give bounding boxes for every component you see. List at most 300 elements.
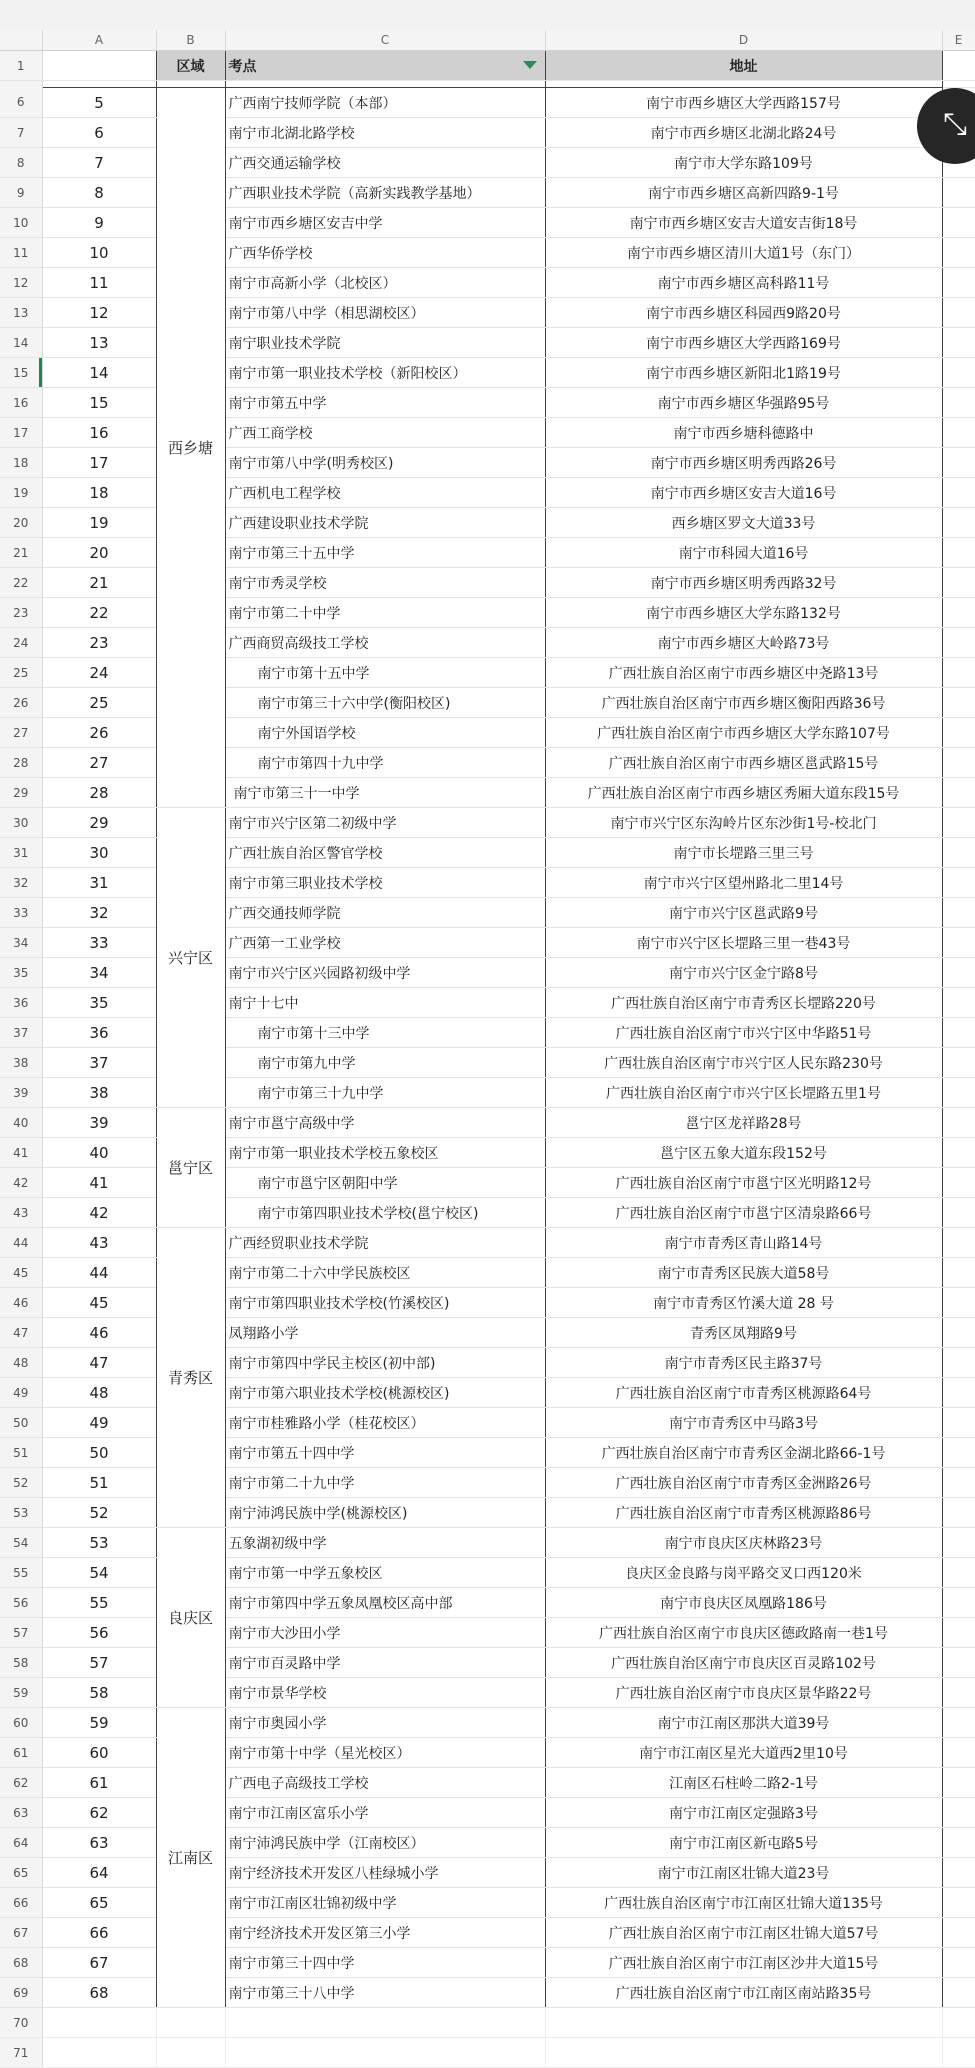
cell[interactable] bbox=[156, 2038, 225, 2068]
row-number[interactable]: 17 bbox=[0, 418, 42, 448]
row-number[interactable]: 33 bbox=[0, 898, 42, 928]
exam-site-cell[interactable]: 南宁市第二十六中学民族校区 bbox=[225, 1258, 545, 1288]
exam-site-cell[interactable]: 南宁职业技术学院 bbox=[225, 328, 545, 358]
address-cell[interactable]: 广西壮族自治区南宁市良庆区景华路22号 bbox=[545, 1678, 942, 1708]
address-cell[interactable]: 南宁市西乡塘区安吉大道安吉街18号 bbox=[545, 208, 942, 238]
row-number[interactable]: 15 bbox=[0, 358, 42, 388]
exam-site-cell[interactable]: 南宁市第十五中学 bbox=[225, 658, 545, 688]
cell[interactable] bbox=[42, 51, 156, 81]
address-cell[interactable]: 广西壮族自治区南宁市良庆区百灵路102号 bbox=[545, 1648, 942, 1678]
cell[interactable] bbox=[942, 1168, 975, 1198]
cell[interactable] bbox=[942, 1738, 975, 1768]
sequence-cell[interactable]: 25 bbox=[42, 688, 156, 718]
sequence-cell[interactable]: 56 bbox=[42, 1618, 156, 1648]
row-number[interactable]: 32 bbox=[0, 868, 42, 898]
sequence-cell[interactable]: 13 bbox=[42, 328, 156, 358]
sequence-cell[interactable]: 47 bbox=[42, 1348, 156, 1378]
sequence-cell[interactable]: 54 bbox=[42, 1558, 156, 1588]
address-cell[interactable]: 南宁市西乡塘区明秀西路32号 bbox=[545, 568, 942, 598]
exam-site-cell[interactable]: 南宁市第四职业技术学校(邕宁校区) bbox=[225, 1198, 545, 1228]
exam-site-cell[interactable]: 广西建设职业技术学院 bbox=[225, 508, 545, 538]
cell[interactable] bbox=[942, 418, 975, 448]
exam-site-cell[interactable]: 南宁市第二十九中学 bbox=[225, 1468, 545, 1498]
address-cell[interactable]: 广西壮族自治区南宁市邕宁区清泉路66号 bbox=[545, 1198, 942, 1228]
row-number[interactable]: 47 bbox=[0, 1318, 42, 1348]
cell[interactable] bbox=[942, 598, 975, 628]
cell[interactable] bbox=[42, 2008, 156, 2038]
row-number[interactable]: 6 bbox=[0, 88, 42, 118]
cell[interactable] bbox=[942, 208, 975, 238]
cell[interactable] bbox=[942, 1648, 975, 1678]
sequence-cell[interactable]: 10 bbox=[42, 238, 156, 268]
exam-site-cell[interactable]: 南宁外国语学校 bbox=[225, 718, 545, 748]
exam-site-cell[interactable]: 南宁市第二十中学 bbox=[225, 598, 545, 628]
sequence-cell[interactable]: 7 bbox=[42, 148, 156, 178]
exam-site-cell[interactable]: 南宁市兴宁区第二初级中学 bbox=[225, 808, 545, 838]
row-number[interactable]: 48 bbox=[0, 1348, 42, 1378]
row-number[interactable]: 44 bbox=[0, 1228, 42, 1258]
address-cell[interactable]: 南宁市江南区新屯路5号 bbox=[545, 1828, 942, 1858]
sequence-cell[interactable]: 61 bbox=[42, 1768, 156, 1798]
exam-site-cell[interactable]: 南宁市第四职业技术学校(竹溪校区) bbox=[225, 1288, 545, 1318]
row-number[interactable]: 39 bbox=[0, 1078, 42, 1108]
exam-site-cell[interactable]: 广西职业技术学院（高新实践教学基地） bbox=[225, 178, 545, 208]
exam-site-cell[interactable]: 南宁市桂雅路小学（桂花校区） bbox=[225, 1408, 545, 1438]
sequence-cell[interactable]: 21 bbox=[42, 568, 156, 598]
address-cell[interactable]: 南宁市江南区那洪大道39号 bbox=[545, 1708, 942, 1738]
exam-site-cell[interactable]: 南宁市第八中学(明秀校区) bbox=[225, 448, 545, 478]
cell[interactable] bbox=[942, 1708, 975, 1738]
row-number[interactable]: 70 bbox=[0, 2008, 42, 2038]
exam-site-cell[interactable]: 南宁市第一中学五象校区 bbox=[225, 1558, 545, 1588]
sequence-cell[interactable]: 20 bbox=[42, 538, 156, 568]
address-cell[interactable]: 南宁市西乡塘区科园西9路20号 bbox=[545, 298, 942, 328]
address-cell[interactable]: 广西壮族自治区南宁市西乡塘区秀厢大道东段15号 bbox=[545, 778, 942, 808]
row-number[interactable]: 65 bbox=[0, 1858, 42, 1888]
cell[interactable] bbox=[942, 1378, 975, 1408]
sequence-cell[interactable]: 15 bbox=[42, 388, 156, 418]
sequence-cell[interactable]: 40 bbox=[42, 1138, 156, 1168]
row-number[interactable]: 14 bbox=[0, 328, 42, 358]
cell[interactable] bbox=[942, 538, 975, 568]
address-cell[interactable]: 广西壮族自治区南宁市兴宁区中华路51号 bbox=[545, 1018, 942, 1048]
cell[interactable] bbox=[942, 238, 975, 268]
address-cell[interactable]: 南宁市青秀区民族大道58号 bbox=[545, 1258, 942, 1288]
row-number[interactable]: 16 bbox=[0, 388, 42, 418]
row-number[interactable]: 10 bbox=[0, 208, 42, 238]
cell[interactable] bbox=[942, 1198, 975, 1228]
address-cell[interactable]: 南宁市青秀区中马路3号 bbox=[545, 1408, 942, 1438]
exam-site-cell[interactable]: 南宁经济技术开发区第三小学 bbox=[225, 1918, 545, 1948]
row-number[interactable]: 61 bbox=[0, 1738, 42, 1768]
address-cell[interactable]: 南宁市西乡塘区北湖北路24号 bbox=[545, 118, 942, 148]
address-cell[interactable]: 南宁市长堽路三里三号 bbox=[545, 838, 942, 868]
exam-site-cell[interactable]: 五象湖初级中学 bbox=[225, 1528, 545, 1558]
region-cell[interactable]: 江南区 bbox=[156, 1708, 225, 2008]
cell[interactable] bbox=[942, 1948, 975, 1978]
sequence-cell[interactable]: 63 bbox=[42, 1828, 156, 1858]
row-number[interactable]: 60 bbox=[0, 1708, 42, 1738]
exam-site-cell[interactable]: 广西第一工业学校 bbox=[225, 928, 545, 958]
cell[interactable] bbox=[942, 778, 975, 808]
cell[interactable] bbox=[545, 2008, 942, 2038]
exam-site-cell[interactable]: 南宁市第三十六中学(衡阳校区) bbox=[225, 688, 545, 718]
sequence-cell[interactable]: 29 bbox=[42, 808, 156, 838]
exam-site-cell[interactable]: 广西交通技师学院 bbox=[225, 898, 545, 928]
sequence-cell[interactable]: 41 bbox=[42, 1168, 156, 1198]
sequence-cell[interactable]: 37 bbox=[42, 1048, 156, 1078]
exam-site-cell[interactable]: 南宁市第九中学 bbox=[225, 1048, 545, 1078]
address-cell[interactable]: 南宁市西乡塘区华强路95号 bbox=[545, 388, 942, 418]
column-header-a[interactable]: A bbox=[42, 30, 156, 51]
exam-site-cell[interactable]: 南宁沛鸿民族中学（江南校区） bbox=[225, 1828, 545, 1858]
cell[interactable] bbox=[942, 898, 975, 928]
exam-site-cell[interactable]: 凤翔路小学 bbox=[225, 1318, 545, 1348]
cell[interactable] bbox=[942, 1918, 975, 1948]
exam-site-cell[interactable]: 南宁市江南区壮锦初级中学 bbox=[225, 1888, 545, 1918]
address-cell[interactable]: 南宁市西乡塘区大学西路169号 bbox=[545, 328, 942, 358]
column-header-b[interactable]: B bbox=[156, 30, 225, 51]
address-cell[interactable]: 广西壮族自治区南宁市西乡塘区邕武路15号 bbox=[545, 748, 942, 778]
row-number[interactable]: 56 bbox=[0, 1588, 42, 1618]
sequence-cell[interactable]: 50 bbox=[42, 1438, 156, 1468]
row-number[interactable]: 46 bbox=[0, 1288, 42, 1318]
exam-site-cell[interactable]: 南宁市秀灵学校 bbox=[225, 568, 545, 598]
exam-site-cell[interactable]: 南宁市第五十四中学 bbox=[225, 1438, 545, 1468]
cell[interactable] bbox=[942, 1468, 975, 1498]
cell[interactable] bbox=[942, 478, 975, 508]
sequence-cell[interactable]: 46 bbox=[42, 1318, 156, 1348]
row-number[interactable]: 13 bbox=[0, 298, 42, 328]
cell[interactable] bbox=[942, 178, 975, 208]
address-cell[interactable]: 广西壮族自治区南宁市青秀区金湖北路66-1号 bbox=[545, 1438, 942, 1468]
header-region[interactable]: 区域 bbox=[156, 51, 225, 81]
cell[interactable] bbox=[942, 838, 975, 868]
row-number[interactable]: 62 bbox=[0, 1768, 42, 1798]
row-number[interactable]: 20 bbox=[0, 508, 42, 538]
row-number[interactable]: 55 bbox=[0, 1558, 42, 1588]
exam-site-cell[interactable]: 南宁市第五中学 bbox=[225, 388, 545, 418]
exam-site-cell[interactable]: 南宁市第三职业技术学校 bbox=[225, 868, 545, 898]
cell[interactable] bbox=[942, 1108, 975, 1138]
sequence-cell[interactable]: 12 bbox=[42, 298, 156, 328]
row-number[interactable]: 36 bbox=[0, 988, 42, 1018]
address-cell[interactable]: 广西壮族自治区南宁市青秀区长堽路220号 bbox=[545, 988, 942, 1018]
row-number[interactable]: 64 bbox=[0, 1828, 42, 1858]
address-cell[interactable]: 南宁市西乡塘区明秀西路26号 bbox=[545, 448, 942, 478]
row-number[interactable]: 52 bbox=[0, 1468, 42, 1498]
sequence-cell[interactable]: 36 bbox=[42, 1018, 156, 1048]
cell[interactable] bbox=[156, 81, 225, 88]
sequence-cell[interactable]: 9 bbox=[42, 208, 156, 238]
sequence-cell[interactable]: 39 bbox=[42, 1108, 156, 1138]
address-cell[interactable]: 南宁市西乡塘区清川大道1号（东门） bbox=[545, 238, 942, 268]
address-cell[interactable]: 广西壮族自治区南宁市西乡塘区衡阳西路36号 bbox=[545, 688, 942, 718]
cell[interactable] bbox=[942, 1858, 975, 1888]
row-number[interactable]: 41 bbox=[0, 1138, 42, 1168]
cell[interactable] bbox=[942, 1588, 975, 1618]
address-cell[interactable]: 南宁市江南区星光大道西2里10号 bbox=[545, 1738, 942, 1768]
cell[interactable] bbox=[942, 928, 975, 958]
sequence-cell[interactable]: 35 bbox=[42, 988, 156, 1018]
address-cell[interactable]: 广西壮族自治区南宁市西乡塘区中尧路13号 bbox=[545, 658, 942, 688]
cell[interactable] bbox=[942, 1618, 975, 1648]
address-cell[interactable]: 广西壮族自治区南宁市江南区南站路35号 bbox=[545, 1978, 942, 2008]
row-number[interactable]: 23 bbox=[0, 598, 42, 628]
cell[interactable] bbox=[942, 1138, 975, 1168]
row-number[interactable]: 53 bbox=[0, 1498, 42, 1528]
cell[interactable] bbox=[942, 2038, 975, 2068]
row-number[interactable]: 37 bbox=[0, 1018, 42, 1048]
filter-dropdown-icon[interactable] bbox=[523, 61, 537, 69]
cell[interactable] bbox=[942, 1828, 975, 1858]
row-number[interactable]: 26 bbox=[0, 688, 42, 718]
exam-site-cell[interactable]: 南宁市第四十九中学 bbox=[225, 748, 545, 778]
sequence-cell[interactable]: 43 bbox=[42, 1228, 156, 1258]
cell[interactable] bbox=[942, 1438, 975, 1468]
row-number[interactable]: 54 bbox=[0, 1528, 42, 1558]
exam-site-cell[interactable]: 广西机电工程学校 bbox=[225, 478, 545, 508]
address-cell[interactable]: 南宁市兴宁区长堽路三里一巷43号 bbox=[545, 928, 942, 958]
exam-site-cell[interactable]: 广西电子高级技工学校 bbox=[225, 1768, 545, 1798]
address-cell[interactable]: 广西壮族自治区南宁市兴宁区人民东路230号 bbox=[545, 1048, 942, 1078]
cell[interactable] bbox=[942, 1528, 975, 1558]
cell[interactable] bbox=[942, 748, 975, 778]
address-cell[interactable]: 广西壮族自治区南宁市西乡塘区大学东路107号 bbox=[545, 718, 942, 748]
exam-site-cell[interactable]: 南宁市第三十九中学 bbox=[225, 1078, 545, 1108]
sequence-cell[interactable]: 26 bbox=[42, 718, 156, 748]
address-cell[interactable]: 广西壮族自治区南宁市青秀区桃源路86号 bbox=[545, 1498, 942, 1528]
exam-site-cell[interactable]: 南宁市第八中学（相思湖校区） bbox=[225, 298, 545, 328]
cell[interactable] bbox=[942, 81, 975, 88]
cell[interactable] bbox=[942, 1348, 975, 1378]
exam-site-cell[interactable]: 南宁市第三十一中学 bbox=[225, 778, 545, 808]
exam-site-cell[interactable]: 广西南宁技师学院（本部） bbox=[225, 88, 545, 118]
cell[interactable] bbox=[942, 1888, 975, 1918]
cell[interactable] bbox=[942, 1978, 975, 2008]
row-number[interactable]: 66 bbox=[0, 1888, 42, 1918]
address-cell[interactable]: 西乡塘区罗文大道33号 bbox=[545, 508, 942, 538]
sequence-cell[interactable]: 68 bbox=[42, 1978, 156, 2008]
address-cell[interactable]: 南宁市西乡塘区大岭路73号 bbox=[545, 628, 942, 658]
address-cell[interactable]: 邕宁区龙祥路28号 bbox=[545, 1108, 942, 1138]
sequence-cell[interactable]: 28 bbox=[42, 778, 156, 808]
cell[interactable] bbox=[942, 958, 975, 988]
row-number[interactable]: 45 bbox=[0, 1258, 42, 1288]
sequence-cell[interactable]: 17 bbox=[42, 448, 156, 478]
exam-site-cell[interactable]: 南宁市第三十四中学 bbox=[225, 1948, 545, 1978]
cell[interactable] bbox=[156, 2008, 225, 2038]
sequence-cell[interactable]: 6 bbox=[42, 118, 156, 148]
sequence-cell[interactable]: 60 bbox=[42, 1738, 156, 1768]
row-number[interactable]: 35 bbox=[0, 958, 42, 988]
exam-site-cell[interactable]: 南宁市第十三中学 bbox=[225, 1018, 545, 1048]
sequence-cell[interactable]: 42 bbox=[42, 1198, 156, 1228]
sequence-cell[interactable]: 67 bbox=[42, 1948, 156, 1978]
exam-site-cell[interactable]: 广西经贸职业技术学院 bbox=[225, 1228, 545, 1258]
address-cell[interactable]: 广西壮族自治区南宁市良庆区德政路南一巷1号 bbox=[545, 1618, 942, 1648]
exam-site-cell[interactable]: 南宁市第三十八中学 bbox=[225, 1978, 545, 2008]
sequence-cell[interactable]: 27 bbox=[42, 748, 156, 778]
row-number[interactable]: 50 bbox=[0, 1408, 42, 1438]
cell[interactable] bbox=[942, 51, 975, 81]
exam-site-cell[interactable]: 南宁市邕宁区朝阳中学 bbox=[225, 1168, 545, 1198]
sequence-cell[interactable]: 55 bbox=[42, 1588, 156, 1618]
address-cell[interactable]: 广西壮族自治区南宁市邕宁区光明路12号 bbox=[545, 1168, 942, 1198]
cell[interactable] bbox=[942, 1018, 975, 1048]
cell[interactable] bbox=[942, 358, 975, 388]
row-number[interactable]: 1 bbox=[0, 51, 42, 81]
exam-site-cell[interactable]: 广西华侨学校 bbox=[225, 238, 545, 268]
address-cell[interactable]: 广西壮族自治区南宁市江南区沙井大道15号 bbox=[545, 1948, 942, 1978]
sequence-cell[interactable]: 44 bbox=[42, 1258, 156, 1288]
exam-site-cell[interactable]: 南宁市第三十五中学 bbox=[225, 538, 545, 568]
sequence-cell[interactable]: 5 bbox=[42, 88, 156, 118]
exam-site-cell[interactable]: 广西商贸高级技工学校 bbox=[225, 628, 545, 658]
address-cell[interactable]: 广西壮族自治区南宁市江南区壮锦大道135号 bbox=[545, 1888, 942, 1918]
sequence-cell[interactable]: 33 bbox=[42, 928, 156, 958]
cell[interactable] bbox=[942, 298, 975, 328]
sequence-cell[interactable]: 24 bbox=[42, 658, 156, 688]
address-cell[interactable]: 南宁市西乡塘区高科路11号 bbox=[545, 268, 942, 298]
collapse-icon[interactable]: ⤡ bbox=[917, 88, 975, 164]
row-number[interactable]: 28 bbox=[0, 748, 42, 778]
address-cell[interactable]: 南宁市西乡塘区高新四路9-1号 bbox=[545, 178, 942, 208]
cell[interactable] bbox=[942, 688, 975, 718]
row-number[interactable]: 7 bbox=[0, 118, 42, 148]
select-all-corner[interactable] bbox=[0, 30, 42, 51]
column-header-d[interactable]: D bbox=[545, 30, 942, 51]
sequence-cell[interactable]: 31 bbox=[42, 868, 156, 898]
exam-site-cell[interactable]: 南宁市邕宁高级中学 bbox=[225, 1108, 545, 1138]
cell[interactable] bbox=[942, 808, 975, 838]
row-number[interactable]: 27 bbox=[0, 718, 42, 748]
exam-site-cell[interactable]: 南宁沛鸿民族中学(桃源校区) bbox=[225, 1498, 545, 1528]
address-cell[interactable]: 南宁市江南区定强路3号 bbox=[545, 1798, 942, 1828]
sequence-cell[interactable]: 11 bbox=[42, 268, 156, 298]
cell[interactable] bbox=[942, 1558, 975, 1588]
cell[interactable] bbox=[942, 1498, 975, 1528]
cell[interactable] bbox=[942, 268, 975, 298]
row-number[interactable] bbox=[0, 81, 42, 88]
address-cell[interactable]: 南宁市良庆区庆林路23号 bbox=[545, 1528, 942, 1558]
cell[interactable] bbox=[942, 328, 975, 358]
exam-site-cell[interactable]: 南宁市第四中学民主校区(初中部) bbox=[225, 1348, 545, 1378]
row-number[interactable]: 11 bbox=[0, 238, 42, 268]
sequence-cell[interactable]: 22 bbox=[42, 598, 156, 628]
cell[interactable] bbox=[942, 718, 975, 748]
row-number[interactable]: 19 bbox=[0, 478, 42, 508]
address-cell[interactable]: 良庆区金良路与岗平路交叉口西120米 bbox=[545, 1558, 942, 1588]
row-number[interactable]: 18 bbox=[0, 448, 42, 478]
address-cell[interactable]: 南宁市江南区壮锦大道23号 bbox=[545, 1858, 942, 1888]
row-number[interactable]: 57 bbox=[0, 1618, 42, 1648]
cell[interactable] bbox=[942, 1228, 975, 1258]
cell[interactable] bbox=[225, 2038, 545, 2068]
cell[interactable] bbox=[545, 2038, 942, 2068]
address-cell[interactable]: 南宁市大学东路109号 bbox=[545, 148, 942, 178]
cell[interactable] bbox=[942, 988, 975, 1018]
row-number[interactable]: 58 bbox=[0, 1648, 42, 1678]
row-number[interactable]: 51 bbox=[0, 1438, 42, 1468]
sequence-cell[interactable]: 53 bbox=[42, 1528, 156, 1558]
address-cell[interactable]: 南宁市西乡塘区大学东路132号 bbox=[545, 598, 942, 628]
row-number[interactable]: 9 bbox=[0, 178, 42, 208]
sequence-cell[interactable]: 62 bbox=[42, 1798, 156, 1828]
cell[interactable] bbox=[942, 448, 975, 478]
sequence-cell[interactable]: 52 bbox=[42, 1498, 156, 1528]
cell[interactable] bbox=[942, 868, 975, 898]
cell[interactable] bbox=[942, 568, 975, 598]
cell[interactable] bbox=[942, 1408, 975, 1438]
row-number[interactable]: 42 bbox=[0, 1168, 42, 1198]
address-cell[interactable]: 南宁市西乡塘区新阳北1路19号 bbox=[545, 358, 942, 388]
row-number[interactable]: 38 bbox=[0, 1048, 42, 1078]
exam-site-cell[interactable]: 南宁市第一职业技术学校五象校区 bbox=[225, 1138, 545, 1168]
address-cell[interactable]: 南宁市青秀区竹溪大道 28 号 bbox=[545, 1288, 942, 1318]
address-cell[interactable]: 南宁市良庆区凤凰路186号 bbox=[545, 1588, 942, 1618]
address-cell[interactable]: 南宁市科园大道16号 bbox=[545, 538, 942, 568]
row-number[interactable]: 49 bbox=[0, 1378, 42, 1408]
sequence-cell[interactable]: 57 bbox=[42, 1648, 156, 1678]
region-cell[interactable]: 兴宁区 bbox=[156, 808, 225, 1108]
sequence-cell[interactable]: 51 bbox=[42, 1468, 156, 1498]
row-number[interactable]: 29 bbox=[0, 778, 42, 808]
exam-site-cell[interactable]: 南宁市江南区富乐小学 bbox=[225, 1798, 545, 1828]
exam-site-cell[interactable]: 南宁市北湖北路学校 bbox=[225, 118, 545, 148]
row-number[interactable]: 25 bbox=[0, 658, 42, 688]
region-cell[interactable]: 邕宁区 bbox=[156, 1108, 225, 1228]
address-cell[interactable]: 南宁市兴宁区望州路北二里14号 bbox=[545, 868, 942, 898]
sequence-cell[interactable]: 59 bbox=[42, 1708, 156, 1738]
address-cell[interactable]: 南宁市西乡塘科德路中 bbox=[545, 418, 942, 448]
address-cell[interactable]: 江南区石柱岭二路2-1号 bbox=[545, 1768, 942, 1798]
row-number[interactable]: 69 bbox=[0, 1978, 42, 2008]
cell[interactable] bbox=[942, 388, 975, 418]
cell[interactable] bbox=[225, 81, 545, 88]
address-cell[interactable]: 广西壮族自治区南宁市青秀区桃源路64号 bbox=[545, 1378, 942, 1408]
exam-site-cell[interactable]: 南宁市第一职业技术学校（新阳校区） bbox=[225, 358, 545, 388]
cell[interactable] bbox=[942, 1318, 975, 1348]
cell[interactable] bbox=[942, 628, 975, 658]
sequence-cell[interactable]: 38 bbox=[42, 1078, 156, 1108]
sequence-cell[interactable]: 58 bbox=[42, 1678, 156, 1708]
address-cell[interactable]: 邕宁区五象大道东段152号 bbox=[545, 1138, 942, 1168]
row-number[interactable]: 21 bbox=[0, 538, 42, 568]
row-number[interactable]: 43 bbox=[0, 1198, 42, 1228]
row-number[interactable]: 59 bbox=[0, 1678, 42, 1708]
exam-site-cell[interactable]: 广西交通运输学校 bbox=[225, 148, 545, 178]
address-cell[interactable]: 南宁市西乡塘区安吉大道16号 bbox=[545, 478, 942, 508]
exam-site-cell[interactable]: 南宁市第十中学（星光校区） bbox=[225, 1738, 545, 1768]
cell[interactable] bbox=[942, 1678, 975, 1708]
address-cell[interactable]: 青秀区凤翔路9号 bbox=[545, 1318, 942, 1348]
header-exam-site[interactable] bbox=[225, 51, 545, 81]
exam-site-cell[interactable]: 南宁经济技术开发区八桂绿城小学 bbox=[225, 1858, 545, 1888]
exam-site-cell[interactable]: 南宁市第四中学五象凤凰校区高中部 bbox=[225, 1588, 545, 1618]
cell[interactable] bbox=[42, 81, 156, 88]
address-cell[interactable]: 广西壮族自治区南宁市江南区壮锦大道57号 bbox=[545, 1918, 942, 1948]
address-cell[interactable]: 南宁市兴宁区金宁路8号 bbox=[545, 958, 942, 988]
exam-site-cell[interactable]: 南宁市西乡塘区安吉中学 bbox=[225, 208, 545, 238]
cell[interactable] bbox=[942, 1048, 975, 1078]
sequence-cell[interactable]: 30 bbox=[42, 838, 156, 868]
cell[interactable] bbox=[942, 658, 975, 688]
cell[interactable] bbox=[942, 1798, 975, 1828]
address-cell[interactable]: 南宁市兴宁区邕武路9号 bbox=[545, 898, 942, 928]
cell[interactable] bbox=[225, 2008, 545, 2038]
header-address[interactable]: 地址 bbox=[545, 51, 942, 81]
